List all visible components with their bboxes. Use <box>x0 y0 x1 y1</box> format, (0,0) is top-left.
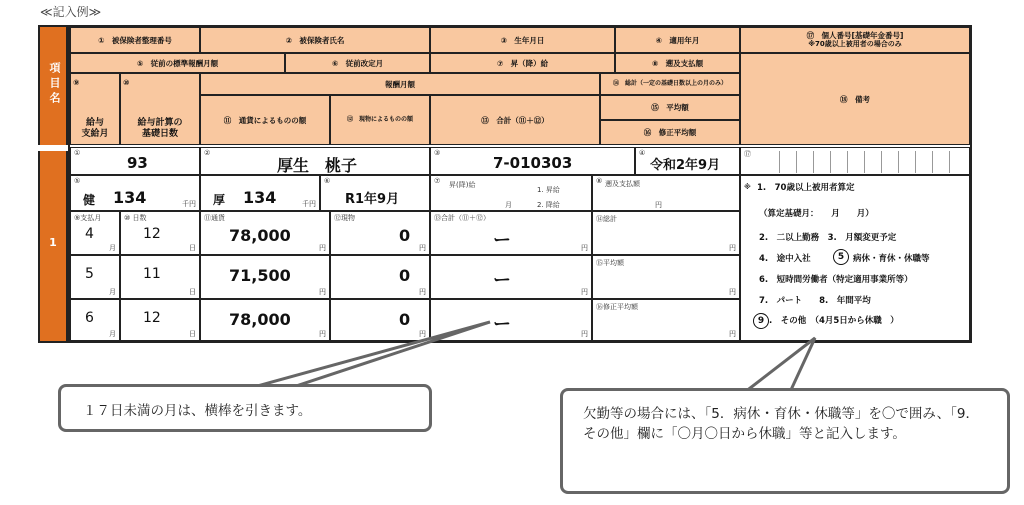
header-sum: ⑬ 合計（⑪＋⑫） <box>430 95 600 145</box>
cell-label: ⑮平均額 <box>596 259 624 267</box>
header-previous-revision: ⑥ 従前改定月 <box>285 53 430 73</box>
note-9-circled: 9 <box>753 313 769 329</box>
note-5-circled: 5 <box>833 249 849 265</box>
cell-label: ⑨支払月 <box>74 214 102 222</box>
unit-label: 円 <box>729 330 736 338</box>
days-value: 11 <box>143 266 161 282</box>
unit-label: 円 <box>419 330 426 338</box>
cell-label: ③ <box>434 149 441 157</box>
unit-label: 千円 <box>182 200 196 208</box>
cell-label: ① <box>74 149 81 157</box>
header-average: ⑮ 平均額 <box>600 95 740 120</box>
cell-label: ⑥ <box>324 177 331 185</box>
unit-label: 円 <box>581 244 588 252</box>
notes-mark: ※ <box>744 183 751 191</box>
cell-label: ⑩ 日数 <box>124 214 147 222</box>
cell-label: ⑰ <box>744 150 751 158</box>
unit-label: 円 <box>419 244 426 252</box>
unit-label: 円 <box>729 288 736 296</box>
sum-value: ー <box>493 314 511 335</box>
raise-option-1: 1. 昇給 <box>537 186 560 194</box>
header-individual-number-label: ⑰ 個人番号[基礎年金番号] <box>806 31 904 41</box>
header-base-days-label: 給与計算の 基礎日数 <box>137 118 183 140</box>
header-pay-month-label: 給与 支給月 <box>81 118 109 140</box>
health-prefix: 健 <box>83 193 96 207</box>
unit-label: 月 <box>505 201 512 209</box>
unit-label: 円 <box>319 288 326 296</box>
cell-label: ⑯修正平均額 <box>596 303 638 311</box>
goods-value: 0 <box>399 266 411 285</box>
header-goods: ⑫ 現物によるものの額 <box>330 95 430 145</box>
cell-label: ⑬合計（⑪＋⑫） <box>434 214 490 222</box>
cash-value: 78,000 <box>229 226 291 245</box>
header-raise: ⑦ 昇（降）給 <box>430 53 615 73</box>
header-pay-month-num: ⑨ <box>73 78 80 87</box>
header-individual-number-note: ※70歳以上被用者の場合のみ <box>808 40 902 49</box>
sum-value: ー <box>493 230 511 251</box>
raise-label: 昇(降)給 <box>449 181 476 189</box>
header-apply-month: ④ 適用年月 <box>615 27 740 53</box>
sum-value: ー <box>493 270 511 291</box>
unit-label: 月 <box>109 244 116 252</box>
header-modified-average: ⑯ 修正平均額 <box>600 120 740 145</box>
header-birthdate: ③ 生年月日 <box>430 27 615 53</box>
header-cash: ⑪ 通貨によるものの額 <box>200 95 330 145</box>
note-short-time: 6. 短時間労働者（特定適用事業所等） <box>759 275 913 285</box>
header-insured-number: ① 被保険者整理番号 <box>70 27 200 53</box>
prev-revision-value: R1年9月 <box>345 192 400 207</box>
unit-label: 円 <box>581 288 588 296</box>
unit-label: 千円 <box>302 200 316 208</box>
retroactive-label: 遡及支払額 <box>605 180 640 188</box>
month-value: 4 <box>85 226 94 242</box>
header-base-days-num: ⑩ <box>123 78 130 87</box>
unit-label: 円 <box>729 244 736 252</box>
note-70-over: 1. 70歳以上被用者算定 <box>757 183 855 193</box>
cash-value: 78,000 <box>229 310 291 329</box>
unit-label: 円 <box>581 330 588 338</box>
note-base-months: （算定基礎月： 月 月） <box>759 209 874 219</box>
header-total: ⑭ 総計（一定の基礎日数以上の月のみ） <box>600 73 740 95</box>
raise-option-2: 2. 降給 <box>537 201 560 209</box>
header-insured-name: ② 被保険者氏名 <box>200 27 430 53</box>
callout-right: 欠勤等の場合には、「5．病休・育休・休職等」を〇で囲み、「9．その他」欄に「〇月〇日から休職」等と記入します。 <box>560 388 1010 494</box>
note-multiple-work: 2. 二以上勤務 3. 月額変更予定 <box>759 233 897 243</box>
cell-label: ② <box>204 149 211 157</box>
unit-label: 円 <box>319 330 326 338</box>
goods-value: 0 <box>399 226 411 245</box>
note-mid-join: 4. 途中入社 <box>759 254 811 264</box>
cell-label: ⑧ <box>596 177 603 185</box>
cell-label: ⑫現物 <box>334 214 355 222</box>
right-callout-pointer <box>745 338 815 392</box>
unit-label: 円 <box>419 288 426 296</box>
unit-label: 円 <box>655 201 662 209</box>
goods-value: 0 <box>399 310 411 329</box>
unit-label: 日 <box>189 330 196 338</box>
unit-label: 月 <box>109 330 116 338</box>
cell-label: ⑦ <box>434 177 441 185</box>
month-value: 6 <box>85 310 94 326</box>
sidebar-row-number: 1 <box>49 236 57 249</box>
days-value: 12 <box>143 226 161 242</box>
prev-standard-pension-value: 134 <box>243 188 277 207</box>
birthdate-value: 7-010303 <box>493 154 573 172</box>
note-sick-leave: 病休・育休・休職等 <box>853 254 930 264</box>
month-value: 5 <box>85 266 94 282</box>
cell-label: ⑭総計 <box>596 215 617 223</box>
header-retroactive: ⑧ 遡及支払額 <box>615 53 740 73</box>
sidebar-items-label: 項目名 <box>48 62 61 107</box>
unit-label: 日 <box>189 244 196 252</box>
note-part-time: 7. パート 8. 年間平均 <box>759 296 871 306</box>
left-callout-pointer <box>250 322 490 388</box>
callout-left: １７日未満の月は、横棒を引きます。 <box>58 384 432 432</box>
header-previous-standard: ⑤ 従前の標準報酬月額 <box>70 53 285 73</box>
example-title: ≪記入例≫ <box>40 5 102 19</box>
pension-prefix: 厚 <box>213 193 226 207</box>
cell-label: ⑪通貨 <box>204 214 225 222</box>
header-remuneration: 報酬月額 <box>200 73 600 95</box>
header-remarks: ⑱ 備考 <box>740 53 970 145</box>
apply-month-value: 令和2年9月 <box>650 158 721 173</box>
days-value: 12 <box>143 310 161 326</box>
cash-value: 71,500 <box>229 266 291 285</box>
unit-label: 円 <box>319 244 326 252</box>
unit-label: 月 <box>109 288 116 296</box>
insured-number-value: 93 <box>127 154 148 172</box>
cell-label: ⑤ <box>74 177 81 185</box>
cell-label: ④ <box>639 149 646 157</box>
unit-label: 日 <box>189 288 196 296</box>
note-other: . その他 （4月5日から休職 ） <box>769 316 899 326</box>
prev-standard-health-value: 134 <box>113 188 147 207</box>
insured-name-value: 厚生 桃子 <box>277 156 358 175</box>
